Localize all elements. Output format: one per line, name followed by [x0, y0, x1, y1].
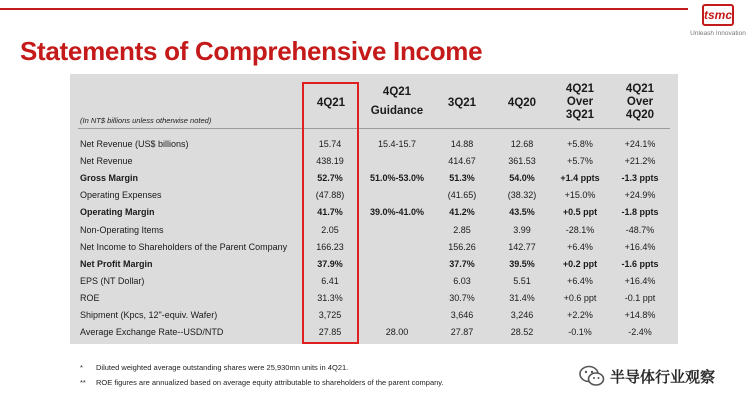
cell-c3: 414.67	[448, 156, 476, 167]
table-row	[78, 273, 670, 290]
cell-c3: 3,646	[450, 310, 474, 320]
row-label: Net Revenue	[80, 156, 133, 167]
tsmc-logo	[702, 4, 734, 26]
cell-c1: 41.7%	[317, 207, 343, 218]
footnote-mark: *	[80, 363, 83, 372]
cell-c2: 39.0%-41.0%	[369, 207, 425, 218]
cell-c4: 142.77	[508, 241, 536, 252]
cell-c3: 30.7%	[449, 292, 475, 303]
cell-c4: 3.99	[513, 224, 531, 235]
table-row	[78, 170, 670, 187]
watermark	[578, 362, 715, 390]
table-row	[78, 324, 670, 341]
cell-c1: 31.3%	[317, 292, 343, 303]
cell-c1: 6.41	[321, 275, 339, 286]
cell-c4: 12.68	[510, 139, 534, 149]
cell-c6: +21.2%	[624, 156, 656, 167]
cell-c5: +6.4%	[567, 275, 593, 286]
header-separator	[78, 128, 670, 129]
header-rule	[0, 8, 688, 10]
cell-c6: -2.4%	[628, 327, 652, 338]
cell-c4: 361.53	[508, 156, 536, 167]
table-row	[78, 256, 670, 273]
cell-c6: -1.8 ppts	[621, 207, 659, 218]
col-header-4q20: 4Q20	[507, 97, 537, 109]
footnote-mark: **	[80, 378, 86, 387]
cell-c6: +24.1%	[624, 139, 656, 149]
cell-c3: 6.03	[453, 275, 471, 286]
cell-c6: -1.3 ppts	[621, 173, 659, 184]
cell-c1: 52.7%	[317, 173, 343, 184]
cell-c1: 27.85	[318, 327, 342, 338]
table-row	[78, 136, 670, 153]
cell-c1: 3,725	[318, 310, 342, 320]
cell-c6: +16.4%	[624, 241, 656, 252]
table-row	[78, 307, 670, 324]
table-row	[78, 204, 670, 221]
row-label: ROE	[80, 292, 100, 303]
col-header-guidance: 4Q21 Guidance	[370, 86, 424, 117]
highlight-box	[302, 82, 359, 344]
cell-c3: (41.65)	[447, 190, 477, 201]
cell-c4: 5.51	[513, 275, 531, 286]
cell-c3: 51.3%	[449, 173, 475, 184]
cell-c1: 166.23	[316, 241, 344, 252]
row-label: Net Revenue (US$ billions)	[80, 139, 189, 149]
cell-c5: +0.6 ppt	[563, 292, 597, 303]
cell-c4: 39.5%	[509, 258, 535, 269]
cell-c5: +1.4 ppts	[560, 173, 600, 184]
col-header-over-4q20: 4Q21 Over 4Q20	[625, 83, 655, 121]
row-label: Net Income to Shareholders of the Parent Company	[80, 241, 288, 252]
cell-c6: -1.6 ppts	[621, 258, 659, 269]
cell-c1: 15.74	[318, 139, 342, 149]
footnote-text: Diluted weighted average outstanding shares were 25,930mn units in 4Q21.	[96, 363, 349, 372]
cell-c5: -0.1%	[568, 327, 592, 338]
table-row	[78, 187, 670, 204]
cell-c5: +15.0%	[564, 190, 596, 201]
row-label: Operating Margin	[80, 207, 155, 218]
wechat-icon	[578, 362, 606, 390]
cell-c5: +2.2%	[567, 310, 593, 320]
cell-c2: 28.00	[385, 327, 409, 338]
cell-c6: +14.8%	[624, 310, 656, 320]
page-title: Statements of Comprehensive Income	[20, 36, 483, 66]
table-row	[78, 290, 670, 307]
row-label: Operating Expenses	[80, 190, 162, 201]
cell-c1: 2.05	[321, 224, 339, 235]
cell-c4: 3,246	[510, 310, 534, 320]
table-row	[78, 222, 670, 239]
cell-c2: 15.4-15.7	[377, 139, 417, 149]
cell-c5: +0.2 ppt	[562, 258, 598, 269]
cell-c3: 37.7%	[449, 258, 475, 269]
tagline: Unleash Innovation	[690, 30, 746, 37]
cell-c3: 156.26	[448, 241, 476, 252]
col-header-4q21: 4Q21	[316, 97, 346, 109]
col-header-over-3q21: 4Q21 Over 3Q21	[565, 83, 595, 121]
cell-c4: 31.4%	[509, 292, 535, 303]
cell-c4: (38.32)	[507, 190, 537, 201]
cell-c3: 27.87	[450, 327, 474, 338]
cell-c5: +5.8%	[567, 139, 593, 149]
cell-c6: -0.1 ppt	[624, 292, 656, 303]
table-row	[78, 239, 670, 256]
col-header-3q21: 3Q21	[447, 97, 477, 109]
cell-c4: 43.5%	[509, 207, 535, 218]
cell-c1: (47.88)	[315, 190, 345, 201]
logo-text: tsmc	[704, 8, 733, 22]
cell-c6: +16.4%	[624, 275, 656, 286]
row-label: EPS (NT Dollar)	[80, 275, 145, 286]
cell-c4: 28.52	[510, 327, 534, 338]
cell-c4: 54.0%	[509, 173, 535, 184]
cell-c3: 2.85	[453, 224, 471, 235]
cell-c1: 37.9%	[317, 258, 343, 269]
row-label: Gross Margin	[80, 173, 139, 184]
cell-c6: -48.7%	[625, 224, 655, 235]
cell-c5: -28.1%	[565, 224, 595, 235]
row-label: Shipment (Kpcs, 12"-equiv. Wafer)	[80, 310, 218, 320]
footnote-2	[80, 378, 444, 387]
cell-c6: +24.9%	[624, 190, 656, 201]
footnote-1	[80, 363, 348, 372]
row-label: Average Exchange Rate--USD/NTD	[80, 327, 224, 338]
row-label: Net Profit Margin	[80, 258, 153, 269]
cell-c5: +5.7%	[567, 156, 593, 167]
cell-c1: 438.19	[316, 156, 344, 167]
cell-c3: 14.88	[450, 139, 474, 149]
footnote-text: ROE figures are annualized based on average equity attributable to shareholders of the parent company.	[96, 378, 444, 387]
units-note: (In NT$ billions unless otherwise noted)	[80, 116, 212, 125]
cell-c2: 51.0%-53.0%	[369, 173, 425, 184]
watermark-text: 半导体行业观察	[610, 368, 716, 386]
row-label: Non-Operating Items	[80, 224, 164, 235]
cell-c3: 41.2%	[449, 207, 475, 218]
table-row	[78, 153, 670, 170]
cell-c5: +0.5 ppt	[562, 207, 598, 218]
cell-c5: +6.4%	[567, 241, 593, 252]
